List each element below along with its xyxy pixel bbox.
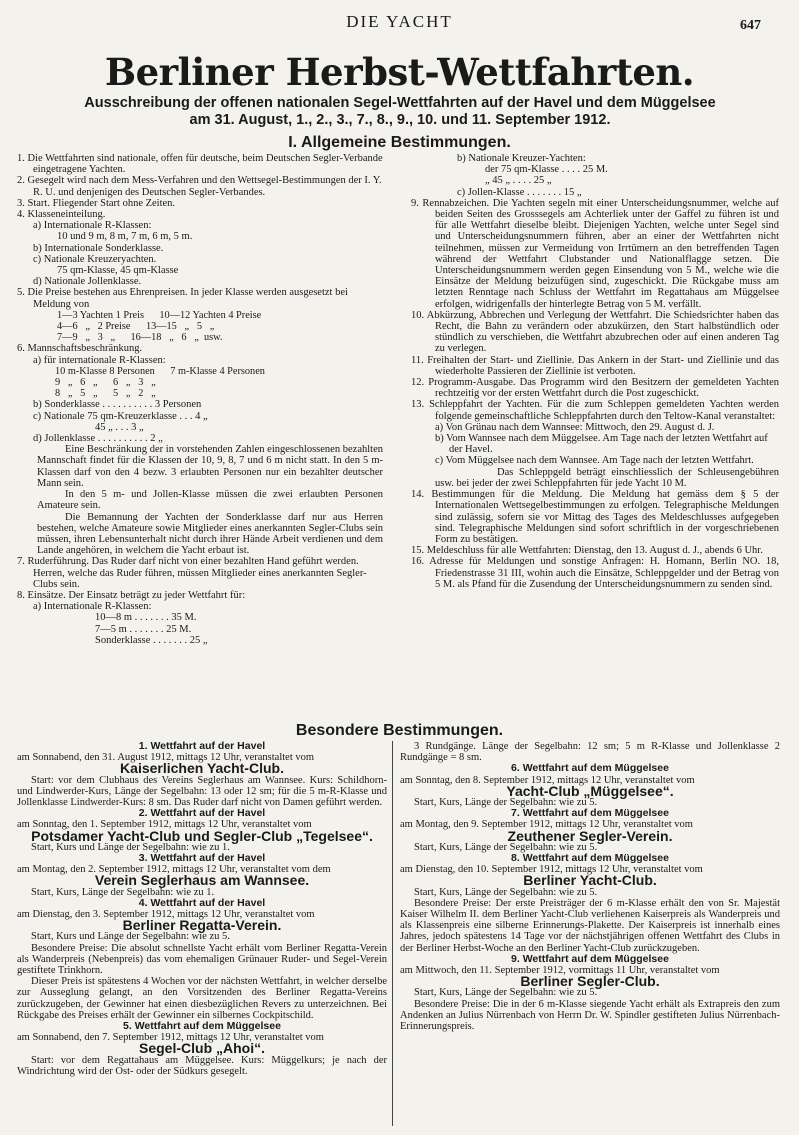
text-line: 7. Ruderführung. Das Ruder darf nicht von einer bezahlten Hand geführt werden. Herren, welche das Ruder führen, müssen Mitglieder eines anerkannten Segler-Clubs sein. [17, 556, 367, 590]
race-heading: 8. Wettfahrt auf dem Müggelsee [511, 852, 669, 865]
race-date-line: am Sonntag, den 8. September 1912, mittags 12 Uhr, veranstaltet vom [400, 774, 695, 786]
text-line: In den 5 m- und Jollen-Klasse müssen die zwei erlaubten Personen Amateure sein. [37, 489, 383, 512]
race-heading: 4. Wettfahrt auf der Havel [138, 896, 266, 909]
section-heading-special: Besondere Bestimmungen. [295, 722, 504, 739]
text-line: a) Internationale R-Klassen: [33, 601, 152, 613]
text-line: 2. Gesegelt wird nach dem Mess-Verfahren und den Wettsegel-Bestimmungen der I. Y. R. U. und denjenigen des Deutschen Segler-Verbandes. [17, 175, 382, 198]
organizer-name: Berliner Yacht-Club. [523, 872, 657, 889]
body-text: Start, Kurs, Länge der Segelbahn: wie zu 5. [414, 841, 598, 853]
text-line: 13. Schleppfahrt der Yachten. Für die zum Schleppen gemeldeten Yachten werden folgende gemeinschaftliche Schleppfahrten durch den Teltow-Kanal veranstaltet: [411, 399, 779, 422]
text-line: 3. Start. Fliegender Start ohne Zeiten. [17, 197, 176, 209]
race-date-line: am Montag, den 9. September 1912, mittags 12 Uhr, veranstaltet vom [400, 819, 693, 831]
text-line: 16. Adresse für Meldungen und sonstige Anfragen: H. Homann, Berlin NO. 18, Friedenstrasse 31 III, wohin auch die Einsätze, Schleppgelder und der Betrag von 5 M. als Pfand für die Zusendung der Unterscheidungsnummern zu senden sind. [411, 556, 779, 590]
text-line: 9 „ 6 „ 6 „ 3 „ [55, 377, 156, 389]
text-line: 10 und 9 m, 8 m, 7 m, 6 m, 5 m. [57, 231, 193, 243]
race-date-line: am Sonnabend, den 7. September 1912, mittags 12 Uhr, veranstaltet vom [17, 1032, 324, 1044]
subtitle-line: Ausschreibung der offenen nationalen Segel-Wettfahrten auf der Havel und dem Müggelsee [84, 95, 716, 111]
text-line: 7—9 „ 3 „ 16—18 „ 6 „ usw. [57, 332, 223, 344]
race-date-line: am Montag, den 2. September 1912, mittags 12 Uhr, veranstaltet vom dem [17, 864, 331, 876]
text-line: 6. Mannschaftsbeschränkung. [17, 343, 143, 355]
special-rules-right-column [400, 741, 780, 1032]
organizer-name: Potsdamer Yacht-Club und Segler-Club „Tegelsee“. [31, 827, 373, 844]
text-line: a) Internationale R-Klassen: [33, 220, 152, 232]
organizer-name: Segel-Club „Ahoi“. [139, 1040, 265, 1057]
subtitle [60, 95, 740, 129]
text-line: Das Schleppgeld beträgt einschliesslich der Schleusengebühren usw. bei jeder der zwei Schleppfahrten für jede Yacht 10 M. [435, 466, 779, 489]
text-line: 9. Rennabzeichen. Die Yachten segeln mit einer Unterscheidungsnummer, welche auf beiden Seiten des Grosssegels am Achterliek unter der Gaffel zu führen ist und für alle Wettfahrt dieselbe bleibt. Diejenigen Yachten, welche unter Segel sind und Unterscheidungsnummern führen, aber an einer der Wettfahrten nicht teilnehmen, müssen zur Vermeidung von Irrtümern an den betreffenden Tagen während der Wettfahrt Clubstander und Nationalflagge setzen. Die Unterscheidungsnummern werden gegen Einsendung von 5 M., welche wie die Einsätze der Meldung beizufügen sind, zugeschickt. Die Rückgabe muss am letzten Renntage nach Schluss der Wettfahrt im Regattahaus am Müggelsee erfolgen, widrigenfalls der hinterlegte Betrag von 5 M. verfällt. [411, 197, 779, 310]
organizer-name: Berliner Segler-Club. [520, 973, 660, 990]
text-line: d) Jollenklasse . . . . . . . . . . 2 „ [33, 433, 163, 445]
text-line: 75 qm-Klasse, 45 qm-Klasse [57, 265, 179, 277]
text-line: b) Internationale Sonderklasse. [33, 242, 164, 254]
race-heading: 9. Wettfahrt auf dem Müggelsee [511, 952, 669, 965]
race-heading: 5. Wettfahrt auf dem Müggelsee [123, 1020, 281, 1033]
race-date-line: am Sonnabend, den 31. August 1912, mittags 12 Uhr, veranstaltet vom [17, 752, 315, 764]
text-line: „ 45 „ . . . . 25 „ [485, 175, 552, 187]
section-heading-general: I. Allgemeine Bestimmungen. [288, 134, 511, 151]
body-text: Start: vor dem Regattahaus am Müggelsee. Kurs: Müggelkurs; je nach der Windrichtung wird der Ost- oder der Südkurs gesegelt. [17, 1054, 387, 1077]
text-line: Die Bemannung der Yachten der Sonderklasse darf nur aus Herren bestehen, welche Amateure sowie Mitglieder eines anerkannten Segler-Clubs sein müssen, ihren Lebensunterhalt nicht durch ihrer Hände Arbeit verdienen und dem Lande angehören, in welchem die Yacht erbaut ist. [37, 511, 383, 557]
organizer-name: Zeuthener Segler-Verein. [507, 827, 673, 844]
text-line: 8 „ 5 „ 5 „ 2 „ [55, 388, 156, 400]
text-line: b) Nationale Kreuzer-Yachten: [457, 153, 586, 164]
text-line: 8. Einsätze. Der Einsatz beträgt zu jeder Wettfahrt für: [17, 589, 246, 601]
race-heading: 3. Wettfahrt auf der Havel [138, 852, 266, 865]
organizer-name: Kaiserlichen Yacht-Club. [120, 760, 284, 777]
race-date-line: am Mittwoch, den 11. September 1912, vormittags 11 Uhr, veranstaltet vom [400, 965, 720, 977]
body-text: Besondere Preise: Die in der 6 m-Klasse siegende Yacht erhält als Extrapreis den zum Andenken an Julius Nürrenbach von Herrn Dr. W. Spindler gestifteten Julius Nürrenbach-Erinnerungspreis. [400, 998, 780, 1033]
text-line: 1—3 Yachten 1 Preis 10—12 Yachten 4 Preise [57, 309, 262, 321]
body-text: Dieser Preis ist spätestens 4 Wochen vor der nächsten Wettfahrt, in welcher derselbe zur Ausseglung gelangt, an den Vorsitzenden des Berliner Regatta-Vereins zurückzugeben, der Gewinner hat einen diesbezüglichen Revers zu unterzeichnen. Bei Rückgabe des Preises erhält der Gewinner ein silbernes Cockpitschild. [17, 976, 387, 1021]
text-line: Sonderklasse . . . . . . . 25 „ [95, 634, 208, 646]
text-line: 4—6 „ 2 Preise 13—15 „ 5 „ [57, 321, 215, 333]
text-line: 10. Abkürzung, Abbrechen und Verlegung der Wettfahrt. Die Schiedsrichter haben das Recht, die Bahn zu verändern oder abzukürzen, den Start halbstündlich oder stündlich zu verschieben, die Wettfahrt abzubrechen oder auf einen anderen Tag zu verlegen. [411, 309, 779, 355]
text-line: 10—8 m . . . . . . . 35 M. [95, 612, 197, 624]
body-text: Start, Kurs, Länge der Segelbahn: wie zu 5. [414, 797, 598, 809]
text-line: 5. Die Preise bestehen aus Ehrenpreisen. In jeder Klasse werden ausgesetzt bei Meldung von [17, 287, 348, 310]
text-line: c) Nationale Kreuzeryachten. [33, 253, 157, 265]
race-heading: 2. Wettfahrt auf der Havel [138, 807, 266, 820]
general-rules-right-column [403, 153, 779, 590]
body-text: Start, Kurs, Länge der Segelbahn: wie zu 5. [414, 987, 598, 999]
text-line: c) Vom Müggelsee nach dem Wannsee. Am Tage nach der letzten Wettfahrt. [435, 455, 754, 467]
text-line: Eine Beschränkung der in vorstehenden Zahlen eingeschlossenen bezahlten Mannschaft findet für die Klassen der 10, 9, 8, 7 und 6 m nicht statt. In den 5 m-Klassen darf von den 4 bezw. 3 erlaubten Personen nur ein bezahlter deutscher Mann sein. [37, 444, 383, 489]
body-text: Start, Kurs, Länge der Segelbahn: wie zu 1. [31, 886, 215, 898]
body-text: 3 Rundgänge. Länge der Segelbahn: 12 sm; 5 m R-Klasse und Jollenklasse 2 Rundgänge = 8 sm. [400, 741, 780, 764]
text-line: b) Vom Wannsee nach dem Müggelsee. Am Tage nach der letzten Wettfahrt auf der Havel. [435, 433, 768, 456]
race-heading: 7. Wettfahrt auf dem Müggelsee [511, 807, 669, 820]
text-line: 10 m-Klasse 8 Personen 7 m-Klasse 4 Personen [55, 365, 265, 377]
organizer-name: Verein Seglerhaus am Wannsee. [94, 872, 310, 889]
text-line: 15. Meldeschluss für alle Wettfahrten: Dienstag, den 13. August d. J., abends 6 Uhr. [411, 545, 763, 557]
general-rules-left-column [17, 153, 383, 646]
text-line: 14. Bestimmungen für die Meldung. Die Meldung hat gemäss dem § 5 der Internationalen Wettsegelbestimmungen zu erfolgen. Telegraphische Meldungen sind zulässig, sofern sie vor Mittag des Tages des Meldeschlusses aufgegeben sind. Telegraphische Meldungen sind sofort schriftlich in der vorgeschriebenen Form zu bestätigen. [411, 489, 779, 545]
text-line: b) Sonderklasse . . . . . . . . . . 3 Personen [33, 399, 202, 411]
race-date-line: am Sonntag, den 1. September 1912, mittags 12 Uhr, veranstaltet vom [17, 819, 312, 831]
race-heading: 1. Wettfahrt auf der Havel [138, 740, 266, 752]
race-date-line: am Dienstag, den 3. September 1912, mittags 12 Uhr, veranstaltet vom [17, 909, 315, 921]
text-line: 11. Freihalten der Start- und Ziellinie. Das Ankern in der Start- und Ziellinie und das wiederholte Passieren der Ziellinie ist verboten. [411, 354, 779, 377]
page-number: 647 [740, 18, 761, 33]
organizer-name: Berliner Regatta-Verein. [122, 917, 282, 934]
race-date-line: am Dienstag, den 10. September 1912, mittags 12 Uhr, veranstaltet vom [400, 864, 703, 876]
text-line: 12. Programm-Ausgabe. Das Programm wird den Besitzern der gemeldeten Yachten rechtzeitig vor der ersten Wettfahrt durch die Post zugeschickt. [411, 377, 779, 400]
subtitle-line: am 31. August, 1., 2., 3., 7., 8., 9., 10. und 11. September 1912. [189, 112, 611, 128]
body-text: Start: vor dem Clubhaus des Vereins Seglerhaus am Wannsee. Kurs: Schildhorn- und Lindwerder-Kurs, Länge der Segelbahn: 13 oder 12 sm; für die 5 m-R-Klasse und Jollenklasse Lindwerder-Kurs: 8 sm. Das Ruder darf nicht von Damen geführt werden. [17, 774, 387, 809]
body-text: Besondere Preise: Der erste Preisträger der 6 m-Klasse erhält den von Sr. Majestät Kaiser Wilhelm II. dem Berliner Yacht-Club verliehenen Kaiserpreis als Wanderpreis und als Klassenpreis eine silberne Erinnerungs-Plakette. Der Kaiserpreis ist innerhalb eines Jahres, jedoch spätestens 14 Tage vor der nächstjährigen offenen Wettfahrt des Clubs in der Berliner Herbst-Woche an den Berliner Yacht-Club zurückzugeben. [400, 897, 780, 954]
body-text: Start, Kurs, Länge der Segelbahn: wie zu 5. [414, 886, 598, 898]
text-line: 7—5 m . . . . . . . 25 M. [95, 623, 192, 635]
body-text: Start, Kurs und Länge der Segelbahn: wie zu 1. [31, 841, 230, 853]
organizer-name: Yacht-Club „Müggelsee“. [506, 782, 674, 799]
body-text: Start, Kurs und Länge der Segelbahn: wie zu 5. [31, 931, 230, 943]
text-line: c) Nationale 75 qm-Kreuzerklasse . . . 4 „ [33, 410, 208, 422]
text-line: d) Nationale Jollenklasse. [33, 276, 142, 288]
text-line: 45 „ . . . 3 „ [95, 421, 144, 433]
body-text: Besondere Preise: Die absolut schnellste Yacht erhält vom Berliner Regatta-Verein als Wanderpreis (Nebenpreis) das vom ehemaligen Grünauer Ruder- und Segel-Verein gestiftete Trinkhorn. [17, 942, 387, 977]
journal-title: DIE YACHT [346, 12, 453, 31]
text-line: 1. Die Wettfahrten sind nationale, offen für deutsche, beim Deutschen Segler-Verbande eingetragene Yachten. [17, 153, 383, 176]
text-line: der 75 qm-Klasse . . . . 25 M. [485, 164, 608, 176]
text-line: 4. Klasseneinteilung. [17, 209, 106, 221]
special-rules-left-column [17, 741, 387, 1077]
text-line: a) Von Grünau nach dem Wannsee: Mittwoch, den 29. August d. J. [435, 421, 715, 433]
column-divider [392, 741, 393, 1126]
text-line: a) für internationale R-Klassen: [33, 354, 166, 366]
race-heading: 6. Wettfahrt auf dem Müggelsee [511, 762, 669, 775]
main-title: Berliner Herbst-Wettfahrten. [104, 50, 695, 94]
text-line: c) Jollen-Klasse . . . . . . . 15 „ [457, 186, 582, 198]
